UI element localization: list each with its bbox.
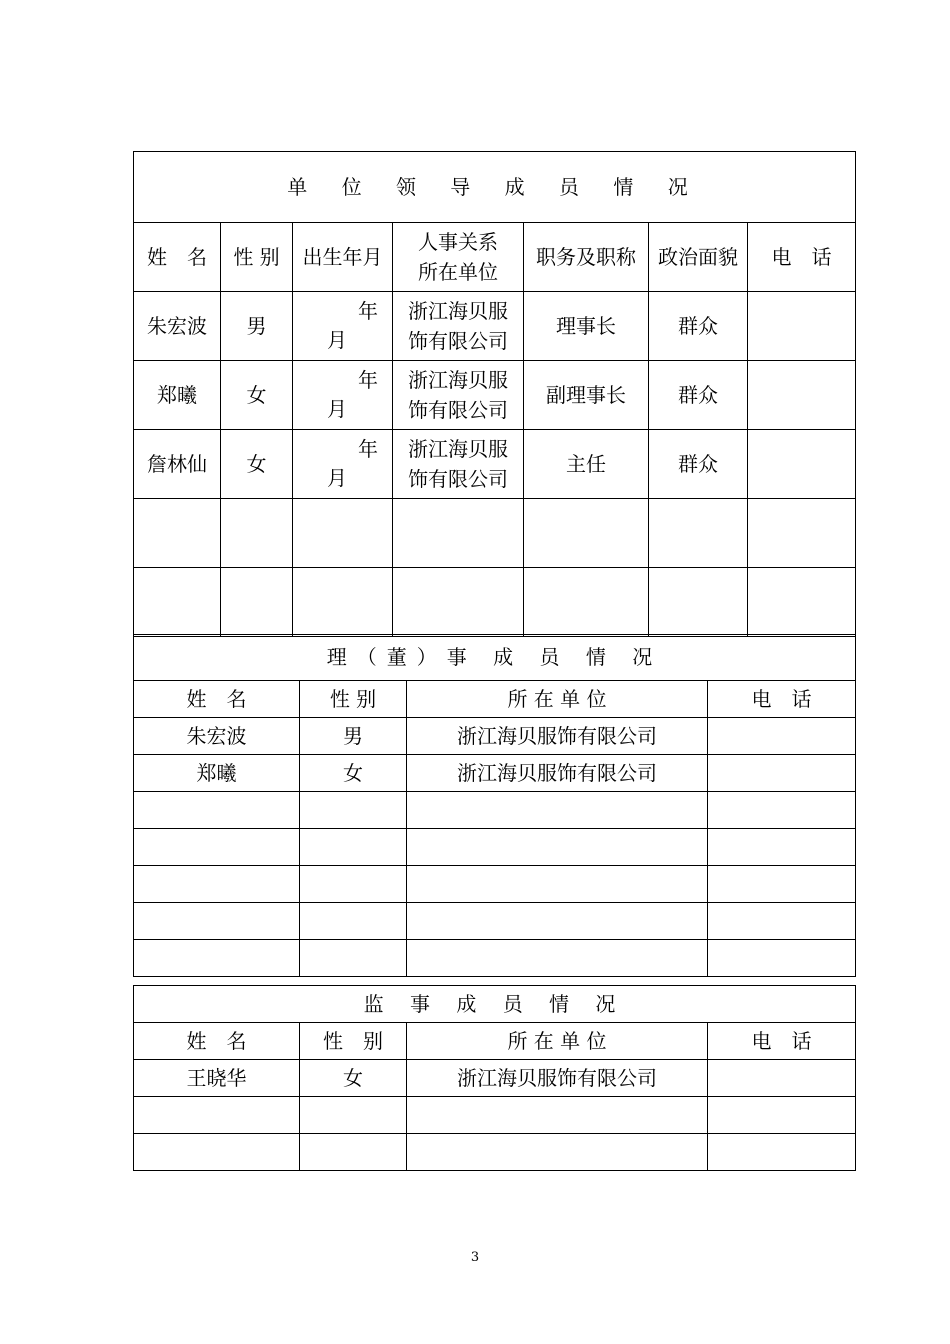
unit-line2: 饰有限公司 xyxy=(408,467,508,491)
header-gender: 性 别 xyxy=(300,681,407,718)
month-label: 月 xyxy=(327,328,347,352)
directors-table xyxy=(133,634,856,977)
leader-position: 理事长 xyxy=(524,292,649,361)
directors-title: 理（董）事 成 员 情 况 xyxy=(134,635,856,681)
leader-unit xyxy=(393,430,524,499)
table-row xyxy=(134,1060,856,1097)
leader-politics: 群众 xyxy=(649,361,748,430)
leader-phone xyxy=(748,361,856,430)
unit-line1: 浙江海贝服 xyxy=(408,437,508,461)
supervisor-phone xyxy=(708,1060,856,1097)
header-name: 姓 名 xyxy=(134,681,300,718)
header-unit: 所 在 单 位 xyxy=(407,681,708,718)
header-position: 职务及职称 xyxy=(524,223,649,292)
empty-row xyxy=(134,940,856,977)
header-gender: 性 别 xyxy=(221,223,293,292)
supervisors-table xyxy=(133,985,856,1171)
director-unit: 浙江海贝服饰有限公司 xyxy=(407,755,708,792)
header-phone: 电 话 xyxy=(748,223,856,292)
table-row xyxy=(134,361,856,430)
table-row xyxy=(134,292,856,361)
director-gender: 男 xyxy=(300,718,407,755)
empty-row xyxy=(134,1097,856,1134)
page-number: 3 xyxy=(470,1250,480,1265)
supervisor-name: 王晓华 xyxy=(134,1060,300,1097)
leader-phone xyxy=(748,430,856,499)
year-label: 年 xyxy=(358,437,378,461)
table-row xyxy=(134,718,856,755)
empty-row xyxy=(134,792,856,829)
header-unit xyxy=(393,223,524,292)
leader-name: 郑曦 xyxy=(134,361,221,430)
directors-header-row xyxy=(134,681,856,718)
empty-row xyxy=(134,1134,856,1171)
empty-row xyxy=(134,829,856,866)
leaders-title: 单 位 领 导 成 员 情 况 xyxy=(134,152,856,223)
empty-row xyxy=(134,903,856,940)
header-name: 姓 名 xyxy=(134,1023,300,1060)
table-row xyxy=(134,430,856,499)
header-phone: 电 话 xyxy=(708,681,856,718)
leader-unit xyxy=(393,361,524,430)
year-label: 年 xyxy=(358,299,378,323)
supervisors-title: 监 事 成 员 情 况 xyxy=(134,986,856,1023)
leaders-header-row xyxy=(134,223,856,292)
director-unit: 浙江海贝服饰有限公司 xyxy=(407,718,708,755)
leader-position: 主任 xyxy=(524,430,649,499)
year-label: 年 xyxy=(358,368,378,392)
month-label: 月 xyxy=(327,397,347,421)
header-name: 姓 名 xyxy=(134,223,221,292)
director-phone xyxy=(708,718,856,755)
leader-name: 詹林仙 xyxy=(134,430,221,499)
leader-phone xyxy=(748,292,856,361)
leaders-table xyxy=(133,151,856,637)
leader-position: 副理事长 xyxy=(524,361,649,430)
supervisor-gender: 女 xyxy=(300,1060,407,1097)
empty-row xyxy=(134,499,856,568)
unit-line1: 浙江海贝服 xyxy=(408,299,508,323)
header-politics: 政治面貌 xyxy=(649,223,748,292)
month-label: 月 xyxy=(327,466,347,490)
director-phone xyxy=(708,755,856,792)
unit-line1: 浙江海贝服 xyxy=(408,368,508,392)
supervisor-unit: 浙江海贝服饰有限公司 xyxy=(407,1060,708,1097)
supervisors-header-row xyxy=(134,1023,856,1060)
leader-politics: 群众 xyxy=(649,430,748,499)
header-birth: 出生年月 xyxy=(293,223,393,292)
empty-row xyxy=(134,866,856,903)
director-name: 郑曦 xyxy=(134,755,300,792)
leader-birth xyxy=(293,361,393,430)
header-phone: 电 话 xyxy=(708,1023,856,1060)
leader-unit xyxy=(393,292,524,361)
leader-gender: 女 xyxy=(221,430,293,499)
leader-birth xyxy=(293,292,393,361)
header-unit: 所 在 单 位 xyxy=(407,1023,708,1060)
header-gender: 性 别 xyxy=(300,1023,407,1060)
leader-birth xyxy=(293,430,393,499)
header-unit-line1: 人事关系 xyxy=(418,230,498,254)
leader-gender: 男 xyxy=(221,292,293,361)
empty-row xyxy=(134,568,856,637)
leader-gender: 女 xyxy=(221,361,293,430)
leader-politics: 群众 xyxy=(649,292,748,361)
director-name: 朱宏波 xyxy=(134,718,300,755)
leader-name: 朱宏波 xyxy=(134,292,221,361)
table-row xyxy=(134,755,856,792)
director-gender: 女 xyxy=(300,755,407,792)
unit-line2: 饰有限公司 xyxy=(408,329,508,353)
header-unit-line2: 所在单位 xyxy=(418,260,498,284)
unit-line2: 饰有限公司 xyxy=(408,398,508,422)
